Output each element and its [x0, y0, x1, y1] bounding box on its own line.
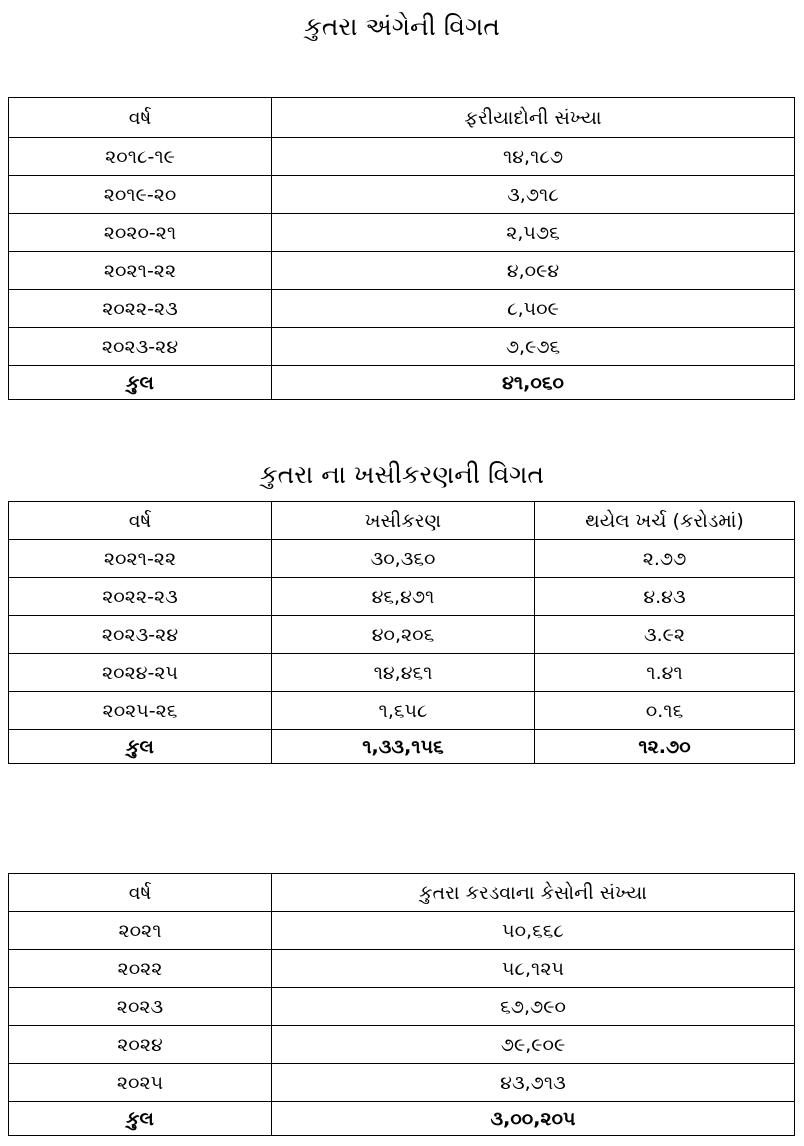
year-header: વર્ષ	[9, 874, 272, 912]
year-cell: ૨૦૧૯-૨૦	[9, 176, 272, 214]
year-cell: ૨૦૨૧-૨૨	[9, 252, 272, 290]
total-label: કુલ	[9, 730, 272, 764]
cases-cell: ૬૭,૭૯૦	[272, 988, 795, 1026]
sterilization-cell: ૧,૬૫૮	[272, 692, 535, 730]
sterilization-cell: ૧૪,૪૬૧	[272, 654, 535, 692]
table-header-row	[9, 874, 795, 912]
table-row	[9, 138, 795, 176]
total-cases: ૩,૦૦,૨૦૫	[272, 1102, 795, 1136]
table-row	[9, 328, 795, 366]
table-row	[9, 988, 795, 1026]
table-row	[9, 950, 795, 988]
total-row	[9, 730, 795, 764]
sterilization-header: ખસીકરણ	[272, 502, 535, 540]
table-row	[9, 1026, 795, 1064]
year-cell: ૨૦૨૦-૨૧	[9, 214, 272, 252]
table-row	[9, 252, 795, 290]
sterilization-cell: ૪૦,૨૦૬	[272, 616, 535, 654]
year-cell: ૨૦૨૪	[9, 1026, 272, 1064]
cases-cell: ૪૩,૭૧૩	[272, 1064, 795, 1102]
sterilization-table	[8, 501, 795, 764]
table-row	[9, 654, 795, 692]
total-label: કુલ	[9, 366, 272, 400]
total-sterilization: ૧,૩૩,૧૫૬	[272, 730, 535, 764]
year-cell: ૨૦૧૮-૧૯	[9, 138, 272, 176]
expense-header: થયેલ ખર્ચ (કરોડમાં)	[535, 502, 795, 540]
bite-cases-header: કુતરા કરડવાના કેસોની સંખ્યા	[272, 874, 795, 912]
count-cell: ૨,૫૭૬	[272, 214, 795, 252]
count-cell: ૧૪,૧૮૭	[272, 138, 795, 176]
year-cell: ૨૦૨૩-૨૪	[9, 616, 272, 654]
total-row	[9, 1102, 795, 1136]
count-cell: ૮,૫૦૯	[272, 290, 795, 328]
expense-cell: ૧.૪૧	[535, 654, 795, 692]
year-header: વર્ષ	[9, 502, 272, 540]
total-row	[9, 366, 795, 400]
table-header-row	[9, 98, 795, 138]
year-cell: ૨૦૨૫	[9, 1064, 272, 1102]
year-cell: ૨૦૨૧-૨૨	[9, 540, 272, 578]
complaints-title: કુતરા અંગેની વિગત	[304, 12, 500, 41]
complaints-count-header: ફરીયાદોની સંખ્યા	[272, 98, 795, 138]
total-expense: ૧૨.૭૦	[535, 730, 795, 764]
dog-bites-table	[8, 873, 795, 1136]
year-cell: ૨૦૨૨-૨૩	[9, 578, 272, 616]
table-header-row	[9, 502, 795, 540]
sterilization-cell: ૩૦,૩૬૦	[272, 540, 535, 578]
table-row	[9, 1064, 795, 1102]
expense-cell: ૩.૯૨	[535, 616, 795, 654]
year-cell: ૨૦૨૨	[9, 950, 272, 988]
table-row	[9, 578, 795, 616]
expense-cell: ૨.૭૭	[535, 540, 795, 578]
cases-cell: ૫૮,૧૨૫	[272, 950, 795, 988]
table-row	[9, 176, 795, 214]
table-row	[9, 912, 795, 950]
year-cell: ૨૦૨૧	[9, 912, 272, 950]
count-cell: ૭,૯૭૬	[272, 328, 795, 366]
table-row	[9, 290, 795, 328]
complaints-table	[8, 97, 795, 400]
year-cell: ૨૦૨૪-૨૫	[9, 654, 272, 692]
table-row	[9, 214, 795, 252]
total-value: ૪૧,૦૬૦	[272, 366, 795, 400]
expense-cell: ૪.૪૩	[535, 578, 795, 616]
year-cell: ૨૦૨૫-૨૬	[9, 692, 272, 730]
count-cell: ૪,૦૯૪	[272, 252, 795, 290]
table-row	[9, 616, 795, 654]
sterilization-cell: ૪૬,૪૭૧	[272, 578, 535, 616]
count-cell: ૩,૭૧૮	[272, 176, 795, 214]
table-row	[9, 540, 795, 578]
year-header: વર્ષ	[9, 98, 272, 138]
table-row	[9, 692, 795, 730]
cases-cell: ૫૦,૬૬૮	[272, 912, 795, 950]
year-cell: ૨૦૨૩	[9, 988, 272, 1026]
sterilization-title: કુતરા ના ખસીકરણની વિગત	[259, 460, 545, 489]
total-label: કુલ	[9, 1102, 272, 1136]
cases-cell: ૭૯,૯૦૯	[272, 1026, 795, 1064]
year-cell: ૨૦૨૩-૨૪	[9, 328, 272, 366]
expense-cell: ૦.૧૬	[535, 692, 795, 730]
year-cell: ૨૦૨૨-૨૩	[9, 290, 272, 328]
